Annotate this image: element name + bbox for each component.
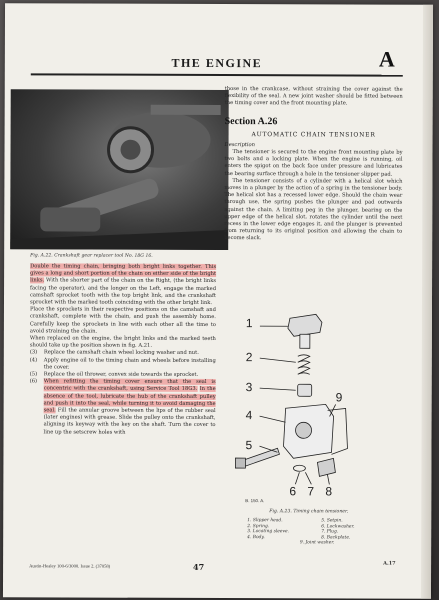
callout-label: 9 xyxy=(335,390,343,405)
section-subheading: AUTOMATIC CHAIN TENSIONER xyxy=(251,130,376,139)
description-label: Description xyxy=(224,141,256,148)
list-item xyxy=(30,357,216,372)
legend-item: 8. Backplate. xyxy=(321,535,351,541)
footer-section-page: A.17 xyxy=(383,560,396,567)
legend-item: 1. Slipper head. xyxy=(247,518,283,524)
legend-item: 6. Lockwasher. xyxy=(321,523,355,530)
callout-label: 5 xyxy=(245,438,253,453)
callout-label: 6 xyxy=(289,484,297,499)
callout-label: 7 xyxy=(307,484,315,499)
page-header xyxy=(31,46,403,76)
callout-label: 8 xyxy=(325,484,333,499)
paragraph: The tensioner consists of a cylinder with a helical slot which moves in a plunger by the action of a spring in the tensioner body. The helical slot has a recessed lower edge. Should the chain wear through use, the spring pushes the plunger and pad outwards against the chain. A limiting peg in the plunger, bearing on the upper edge of the helical slot, rotates the cylinder until the next recess in the lower edge engages it, and the plunger is prevented from returning to its original position and allowing the chain to become slack. xyxy=(224,177,403,242)
item-number: (3) xyxy=(29,349,38,356)
figure-a22-photo xyxy=(10,89,229,250)
list-item xyxy=(30,379,216,437)
item-text: Apply engine oil to the timing chain and wheels before installing the cover. xyxy=(43,357,216,371)
paragraph-text: With the shorter part of the chain on the Right, (the bright links facing the operator), and the longer on the Left, engage the marked camshaft sprocket tooth with the top bright link, and the crankshaft sprocket with the marked tooth coinciding with the other bright link. xyxy=(29,277,217,306)
figure-a22-caption: Fig. A.22. Crankshaft gear replacer tool No. 18G 16. xyxy=(30,253,153,259)
figure-a23-drawing xyxy=(229,312,360,508)
item-number: (6) xyxy=(29,378,38,385)
highlighted-text: Double the timing chain, bringing both bright links together. This gives a long and short portion of the chain on either side of the bright links. xyxy=(30,263,217,284)
item-number: (5) xyxy=(29,371,38,378)
legend-item: 5. Setpin. xyxy=(321,518,343,524)
legend-item: 7. Plug. xyxy=(321,529,339,535)
page-edge xyxy=(421,5,433,599)
paragraph: The tensioner is secured to the engine front mounting plate by two bolts and a locking plate. When the engine is running, oil enters the spigot on the back face under pressure and lubricates the bearing surface through a hole in the tensioner slipper pad. xyxy=(224,149,403,178)
paragraph xyxy=(30,263,216,307)
legend-item: 9. Joint washer. xyxy=(299,540,335,546)
item-number: (4) xyxy=(29,356,38,364)
legend-item: 4. Body. xyxy=(247,534,265,540)
left-column-text xyxy=(30,263,217,437)
section-heading: Section A.26 xyxy=(224,115,278,127)
highlighted-text: When refitting the timing cover ensure that the seal is concentric with the crankshaft, using Service Tool 18G3. xyxy=(43,378,216,393)
item-text xyxy=(44,379,216,437)
page-number: 47 xyxy=(193,561,205,572)
item-text: Replace the oil thrower, convex side towards the sprocket. xyxy=(43,371,199,378)
callout-label: 2 xyxy=(245,350,253,365)
paragraph: those in the crankcase, without straining the cover against the flexibility of the seal. A new joint washer should be fitted between the timing cover and the front mounting plate. xyxy=(224,86,403,107)
legend-item: 2. Spring. xyxy=(247,523,270,529)
section-letter: A xyxy=(378,46,395,72)
highlighted-text: In the absence of the tool, lubricate the hub of the crankshaft pulley and push it into the seal, while turning it to avoid damaging the seal. xyxy=(43,386,216,414)
item-text-rest: Fill the annular groove between the lips of the rubber seal (later engines) with grease. Slide the pulley onto the crankshaft, aligning its keyway with the key on the shaft. Turn the cover to line up the setscrew holes with xyxy=(43,407,216,436)
item-text: Replace the camshaft chain wheel locking washer and nut. xyxy=(43,349,199,357)
figure-a23-legend xyxy=(247,518,387,546)
figure-id: B. 150. A. xyxy=(245,498,265,504)
figure-a23-caption: Fig. A.23. Timing chain tensioner. xyxy=(269,509,349,515)
paragraph: When replaced on the engine, the bright links and the marked teeth should take up the position shown in fig. A.21. xyxy=(29,335,216,350)
paragraph: Place the sprockets in their respective positions on the camshaft and crankshaft, complete with the chain, and push the assembly home. Carefully keep the sprockets in line with each other all the time to avoid straining the chain. xyxy=(29,306,216,335)
chapter-title: THE ENGINE xyxy=(171,55,263,71)
manual-page xyxy=(3,3,433,598)
callout-label: 3 xyxy=(245,380,253,395)
callout-label: 4 xyxy=(245,408,253,423)
footer-publication: Austin-Healey 100-6/3000. Issue 2. (37058) xyxy=(29,563,111,569)
right-column-text xyxy=(224,86,403,243)
legend-item: 3. Locating sleeve. xyxy=(247,529,289,535)
callout-label: 1 xyxy=(245,316,253,331)
